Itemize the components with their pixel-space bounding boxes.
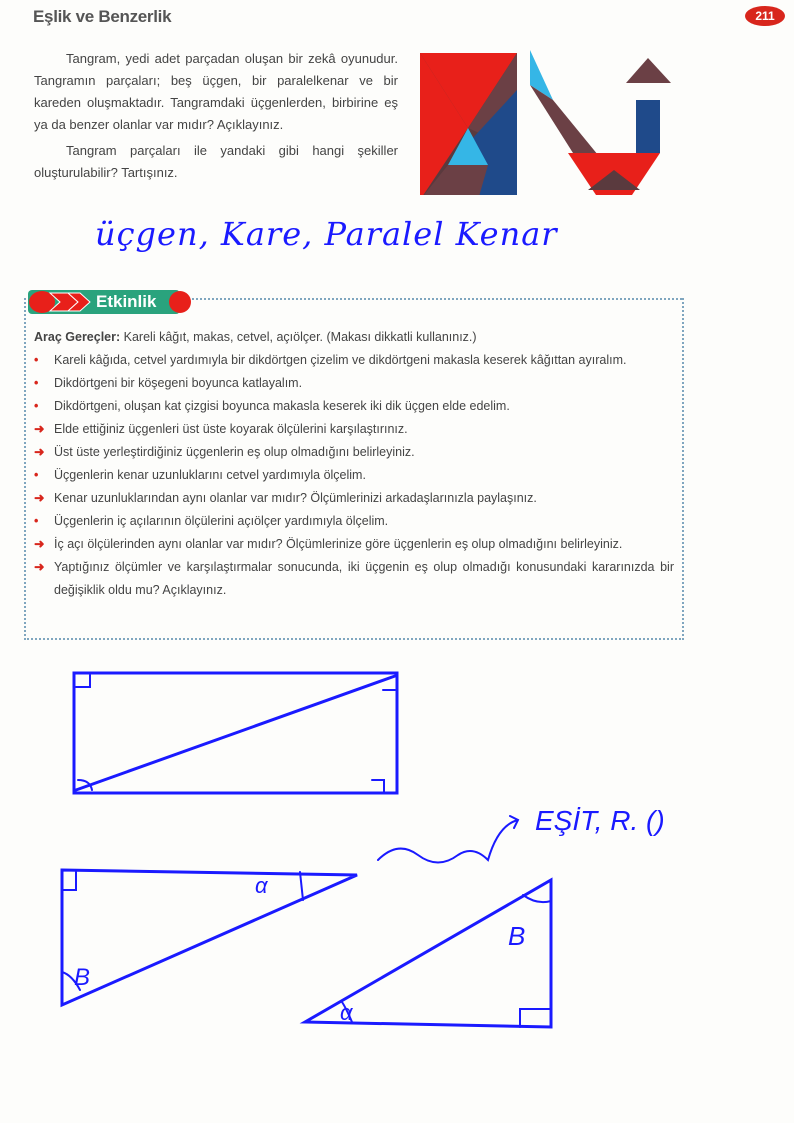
activity-item-text: Kenar uzunluklarından aynı olanlar var mıdır? Ölçümlerinizi arkadaşlarınızla paylaşınız. <box>54 491 537 505</box>
rectangle-with-diagonal <box>74 673 397 793</box>
activity-item <box>34 533 674 556</box>
activity-item <box>34 464 674 487</box>
activity-item-text: İç açı ölçülerinden aynı olanlar var mıdır? Ölçümlerinize göre üçgenlerin eş olup olmadığını belirleyiniz. <box>54 537 623 551</box>
activity-item-text: Elde ettiğiniz üçgenleri üst üste koyarak ölçülerini karşılaştırınız. <box>54 422 408 436</box>
materials-label: Araç Gereçler: <box>34 330 121 344</box>
section-title: Eşlik ve Benzerlik <box>33 7 172 26</box>
tangram-illustration <box>418 50 688 195</box>
activity-item <box>34 395 674 418</box>
bullet-icon: • <box>34 399 39 413</box>
arrow-right-icon: ➜ <box>34 560 45 574</box>
activity-item-text: Üst üste yerleştirdiğiniz üçgenlerin eş olup olmadığını belirleyiniz. <box>54 445 415 459</box>
handwritten-drawings <box>0 650 794 1070</box>
arrow-right-icon: ➜ <box>34 491 45 505</box>
activity-item <box>34 372 674 395</box>
materials-line <box>34 326 674 349</box>
page-number-badge: 211 <box>745 6 785 26</box>
activity-item-text: Kareli kâğıda, cetvel yardımıyla bir dikdörtgen çizelim ve dikdörtgeni makasla keserek kâğıttan ayıralım. <box>54 353 627 367</box>
double-chevron-icon <box>28 290 96 314</box>
activity-tab-label: Etkinlik <box>96 292 157 311</box>
activity-box-border <box>180 298 682 300</box>
bullet-icon: • <box>34 376 39 390</box>
bullet-icon: • <box>34 514 39 528</box>
activity-item <box>34 487 674 510</box>
intro-paragraph: Tangram, yedi adet parçadan oluşan bir zekâ oyunudur. Tangramın parçaları; beş üçgen, bir paralelkenar ve bir kareden oluşmaktadır. Tangramdaki üçgenlerden, birbirine eş ya da benzer olanlar var mıdır? Açıklayınız. <box>34 51 398 132</box>
wavy-arrow <box>378 816 518 863</box>
activity-tab <box>28 290 180 314</box>
activity-item <box>34 349 674 372</box>
handwritten-answer: üçgen, Kare, Paralel Kenar <box>95 215 558 253</box>
activity-list <box>34 326 674 602</box>
right-triangle-right <box>305 880 551 1027</box>
beta-label: B <box>508 921 526 951</box>
arrow-right-icon: ➜ <box>34 445 45 459</box>
activity-item <box>34 418 674 441</box>
equal-note: EŞİT, R. () <box>535 805 665 836</box>
materials-text: Kareli kâğıt, makas, cetvel, açıölçer. (Makası dikkatli kullanınız.) <box>120 330 477 344</box>
activity-item-text: Üçgenlerin iç açılarının ölçülerini açıölçer yardımıyla ölçelim. <box>54 514 389 528</box>
activity-item-text: Yaptığınız ölçümler ve karşılaştırmalar sonucunda, iki üçgenin eş olup olmadığı konusundaki kararınızda bir değişiklik oldu mu? Açıklayınız. <box>54 560 674 597</box>
right-triangle-left <box>62 870 357 1005</box>
tangram-rectangle <box>420 53 517 195</box>
arrow-right-icon: ➜ <box>34 422 45 436</box>
alpha-label: α <box>255 873 268 898</box>
tangram-bird <box>530 50 671 195</box>
activity-item-text: Dikdörtgeni bir köşegeni boyunca katlayalım. <box>54 376 303 390</box>
bullet-icon: • <box>34 353 39 367</box>
arrow-right-icon: ➜ <box>34 537 45 551</box>
red-dot-icon <box>168 290 192 314</box>
alpha-label: α <box>340 1000 353 1025</box>
intro-paragraph: Tangram parçaları ile yandaki gibi hangi şekiller oluşturulabilir? Tartışınız. <box>34 143 398 180</box>
intro-text <box>34 48 398 184</box>
activity-item <box>34 441 674 464</box>
activity-item <box>34 510 674 533</box>
bullet-icon: • <box>34 468 39 482</box>
beta-label: B <box>74 964 91 991</box>
activity-item <box>34 556 674 602</box>
activity-item-text: Dikdörtgeni, oluşan kat çizgisi boyunca makasla keserek iki dik üçgen elde edelim. <box>54 399 510 413</box>
activity-item-text: Üçgenlerin kenar uzunluklarını cetvel yardımıyla ölçelim. <box>54 468 366 482</box>
